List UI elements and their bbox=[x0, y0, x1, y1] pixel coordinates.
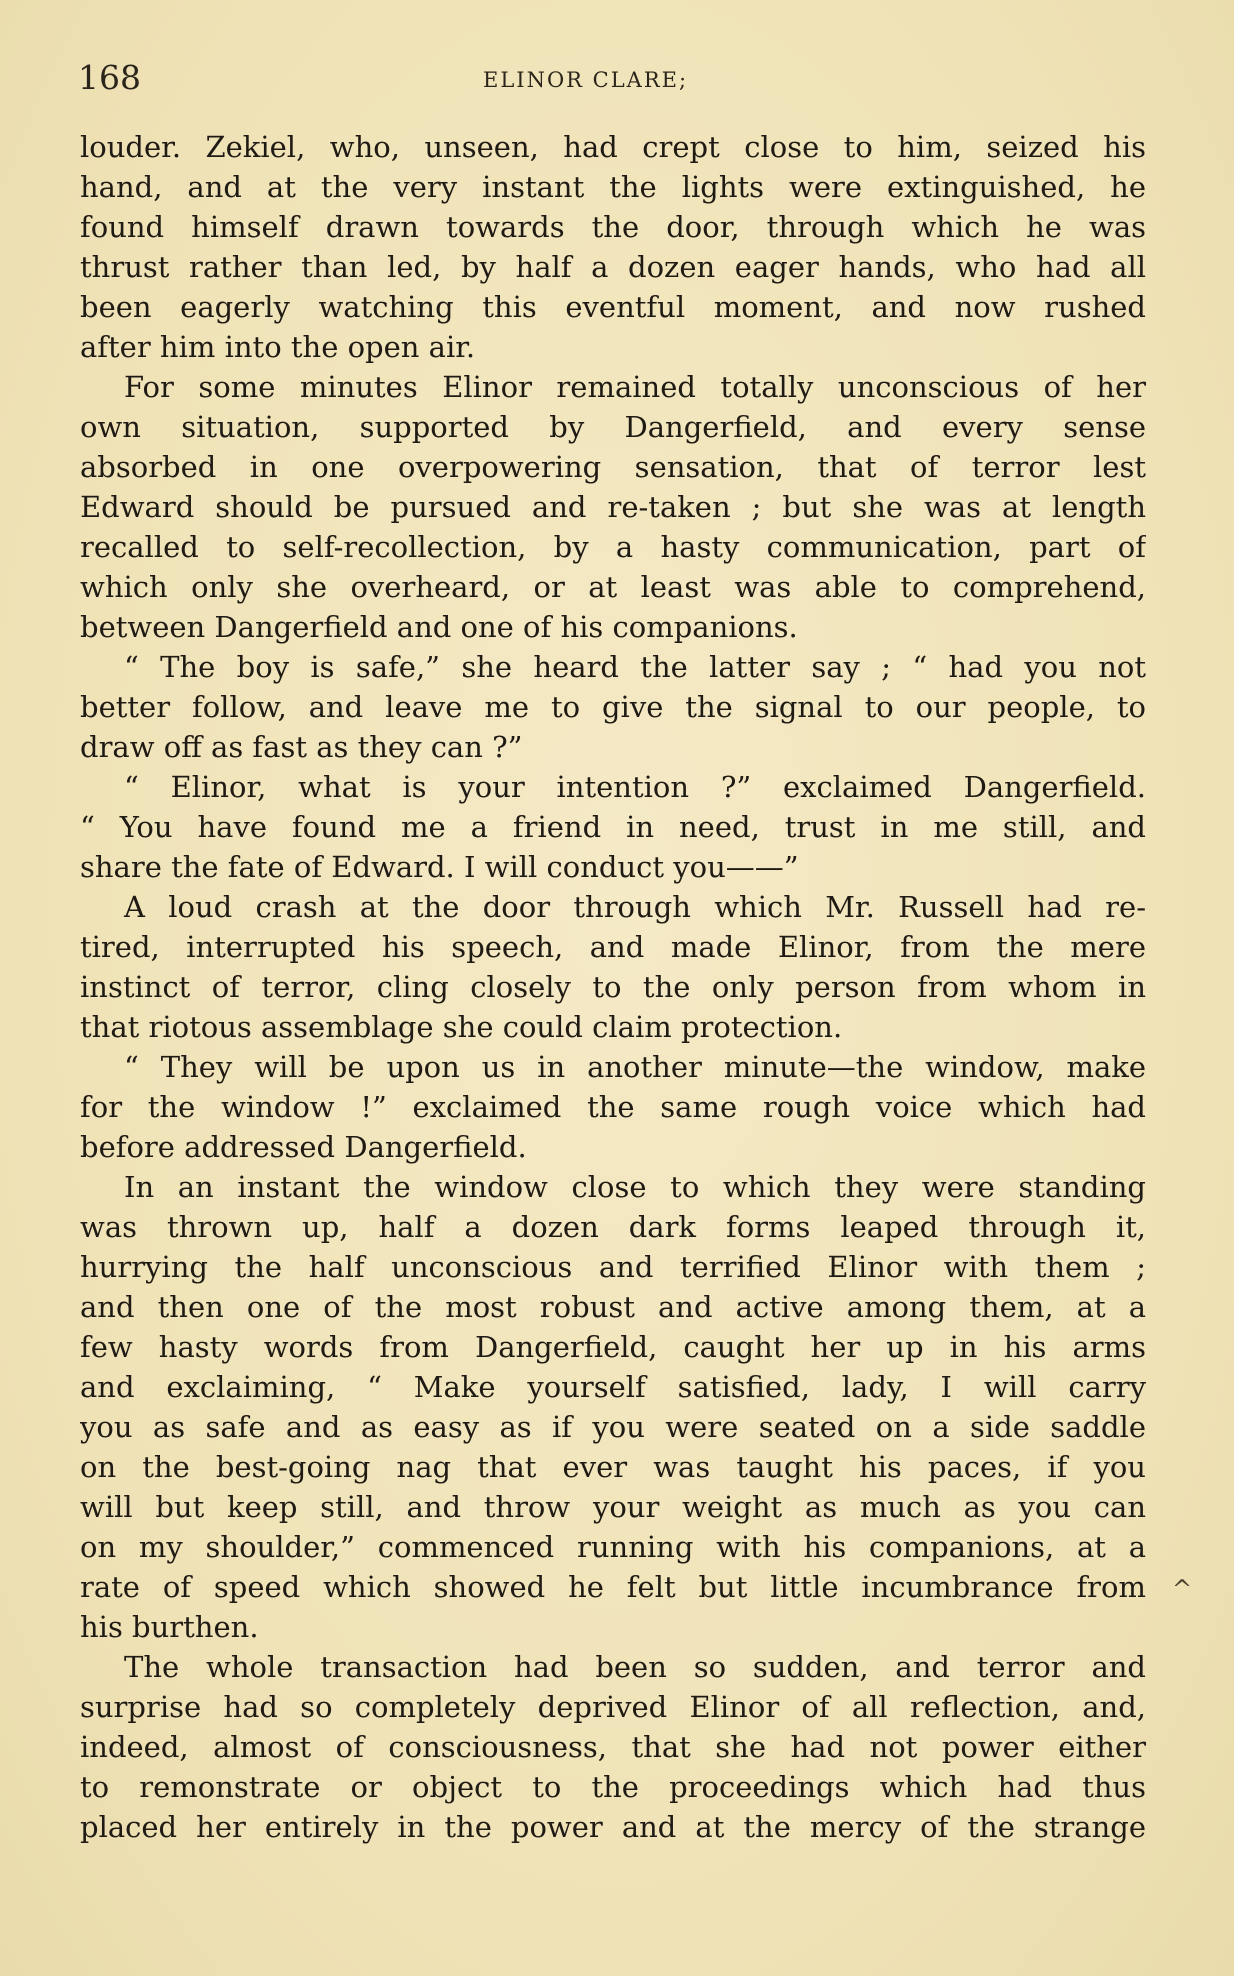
text-line: own situation, supported by Dangerfield, and every sense bbox=[80, 410, 1146, 444]
text-line: absorbed in one overpowering sensation, that of terror lest bbox=[80, 450, 1146, 484]
text-line: A loud crash at the door through which Mr. Russell had re- bbox=[124, 890, 1146, 924]
text-line: on the best-going nag that ever was taught his paces, if you bbox=[80, 1450, 1146, 1484]
text-line: few hasty words from Dangerfield, caught her up in his arms bbox=[80, 1330, 1146, 1364]
text-line: Edward should be pursued and re-taken ; but she was at length bbox=[80, 490, 1146, 524]
text-line: his burthen. bbox=[80, 1610, 259, 1644]
text-line: you as safe and as easy as if you were seated on a side saddle bbox=[80, 1410, 1146, 1444]
text-line: For some minutes Elinor remained totally unconscious of her bbox=[124, 370, 1146, 404]
text-line: tired, interrupted his speech, and made Elinor, from the mere bbox=[80, 930, 1146, 964]
body-text bbox=[80, 127, 1146, 1847]
text-line: placed her entirely in the power and at the mercy of the strange bbox=[80, 1810, 1146, 1844]
page-header bbox=[78, 58, 1152, 108]
page-number: 168 bbox=[78, 58, 141, 97]
text-line: for the window !” exclaimed the same rough voice which had bbox=[80, 1090, 1146, 1124]
text-line: was thrown up, half a dozen dark forms leaped through it, bbox=[80, 1210, 1146, 1244]
text-line: “ They will be upon us in another minute—the window, make bbox=[124, 1050, 1146, 1084]
text-line: better follow, and leave me to give the signal to our people, to bbox=[80, 690, 1146, 724]
text-line: that riotous assemblage she could claim protection. bbox=[80, 1010, 843, 1044]
text-line: louder. Zekiel, who, unseen, had crept close to him, seized his bbox=[80, 130, 1146, 164]
text-line: instinct of terror, cling closely to the only person from whom in bbox=[80, 970, 1146, 1004]
text-line: on my shoulder,” commenced running with his companions, at a bbox=[80, 1530, 1146, 1564]
text-line: “ You have found me a friend in need, trust in me still, and bbox=[80, 810, 1146, 844]
text-line: before addressed Dangerfield. bbox=[80, 1130, 527, 1164]
text-line: rate of speed which showed he felt but little incumbrance from bbox=[80, 1570, 1146, 1604]
text-line: share the fate of Edward. I will conduct you——” bbox=[80, 850, 799, 884]
text-line: which only she overheard, or at least was able to comprehend, bbox=[80, 570, 1146, 604]
text-line: indeed, almost of consciousness, that she had not power either bbox=[80, 1730, 1146, 1764]
text-line: hurrying the half unconscious and terrified Elinor with them ; bbox=[80, 1250, 1146, 1284]
text-line: recalled to self-recollection, by a hasty communication, part of bbox=[80, 530, 1146, 564]
margin-mark: ^ bbox=[1172, 1575, 1193, 1603]
text-line: The whole transaction had been so sudden, and terror and bbox=[124, 1650, 1146, 1684]
running-head: ELINOR CLARE; bbox=[483, 68, 689, 92]
text-line: between Dangerfield and one of his companions. bbox=[80, 610, 798, 644]
text-line: been eagerly watching this eventful moment, and now rushed bbox=[80, 290, 1146, 324]
text-line: “ The boy is safe,” she heard the latter say ; “ had you not bbox=[124, 650, 1146, 684]
text-line: draw off as fast as they can ?” bbox=[80, 730, 523, 764]
text-line: hand, and at the very instant the lights were extinguished, he bbox=[80, 170, 1146, 204]
text-line: will but keep still, and throw your weight as much as you can bbox=[80, 1490, 1146, 1524]
text-line: and then one of the most robust and active among them, at a bbox=[80, 1290, 1146, 1324]
text-line: thrust rather than led, by half a dozen eager hands, who had all bbox=[80, 250, 1146, 284]
text-line: In an instant the window close to which they were standing bbox=[124, 1170, 1146, 1204]
text-line: surprise had so completely deprived Elinor of all reflection, and, bbox=[80, 1690, 1146, 1724]
text-line: to remonstrate or object to the proceedings which had thus bbox=[80, 1770, 1146, 1804]
text-line: “ Elinor, what is your intention ?” exclaimed Dangerfield. bbox=[124, 770, 1146, 804]
text-line: found himself drawn towards the door, through which he was bbox=[80, 210, 1146, 244]
text-line: after him into the open air. bbox=[80, 330, 476, 364]
text-line: and exclaiming, “ Make yourself satisfied, lady, I will carry bbox=[80, 1370, 1146, 1404]
